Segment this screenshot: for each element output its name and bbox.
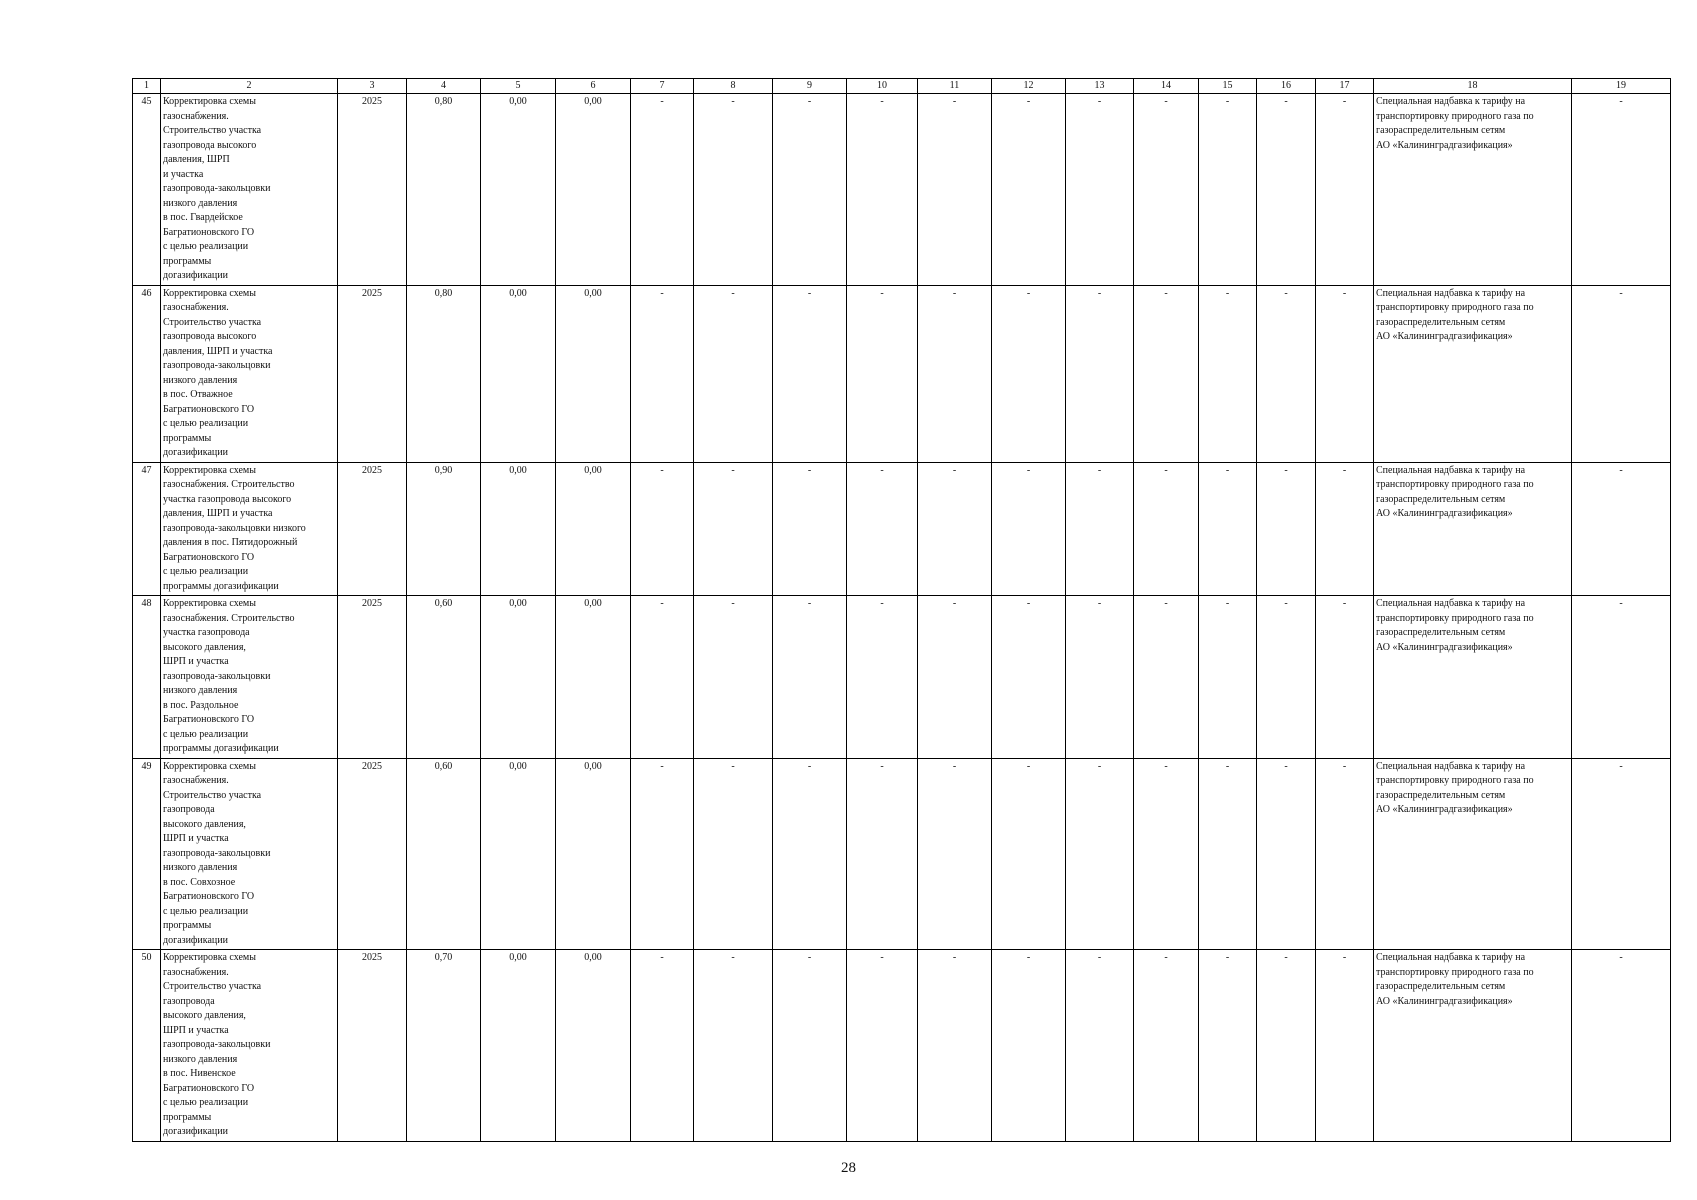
value-cell-15: - <box>1199 758 1257 950</box>
value-cell-9: - <box>773 758 847 950</box>
column-header-11: 11 <box>918 79 992 94</box>
value-cell-11: - <box>918 285 992 462</box>
description-line: газопровода-закольцовки низкого <box>163 522 306 534</box>
year-cell: 2025 <box>338 285 407 462</box>
investment-table <box>132 78 1671 1142</box>
description-line: Строительство участка <box>163 125 262 136</box>
year-cell: 2025 <box>338 758 407 950</box>
table-row <box>133 758 1671 950</box>
project-description <box>161 950 338 1142</box>
year-cell: 2025 <box>338 950 407 1142</box>
description-line: высокого давления, <box>163 818 246 830</box>
description-line: в пос. Нивенское <box>163 1068 236 1079</box>
funding-source-line: газораспределительным сетям <box>1376 981 1506 992</box>
value-cell-19: - <box>1572 94 1671 286</box>
value-cell-13: - <box>1066 758 1134 950</box>
description-line: низкого давления <box>163 374 238 386</box>
project-description <box>161 285 338 462</box>
value-cell-4: 0,80 <box>407 94 481 286</box>
value-cell-7: - <box>631 758 694 950</box>
value-cell-12: - <box>992 285 1066 462</box>
value-cell-15: - <box>1199 596 1257 759</box>
funding-source-line: газораспределительным сетям <box>1376 493 1506 505</box>
value-cell-8: - <box>694 285 773 462</box>
value-cell-6: 0,00 <box>556 950 631 1142</box>
value-cell-8: - <box>694 950 773 1142</box>
funding-source <box>1374 94 1572 286</box>
funding-source <box>1374 950 1572 1142</box>
value-cell-11: - <box>918 596 992 759</box>
value-cell-5: 0,00 <box>481 462 556 596</box>
value-cell-7: - <box>631 950 694 1142</box>
column-header-15: 15 <box>1199 79 1257 94</box>
table-row <box>133 950 1671 1142</box>
description-line: газопровода-закольцовки <box>163 670 271 682</box>
value-cell-12: - <box>992 94 1066 286</box>
page-number: 28 <box>841 1160 856 1176</box>
description-line: высокого давления, <box>163 641 246 653</box>
description-line: газоснабжения. <box>163 110 229 122</box>
description-line: низкого давления <box>163 685 238 696</box>
value-cell-16: - <box>1257 285 1316 462</box>
funding-source-line: газораспределительным сетям <box>1376 125 1506 136</box>
column-header-13: 13 <box>1066 79 1134 94</box>
column-header-4: 4 <box>407 79 481 94</box>
value-cell-12: - <box>992 462 1066 596</box>
description-line: низкого давления <box>163 862 238 873</box>
column-header-3: 3 <box>338 79 407 94</box>
funding-source <box>1374 285 1572 462</box>
funding-source-line: АО «Калининградгазификация» <box>1376 804 1513 815</box>
description-line: газоснабжения. <box>163 302 229 313</box>
description-line: программы <box>163 1111 212 1123</box>
funding-source-line: АО «Калининградгазификация» <box>1376 139 1513 151</box>
description-line: программы <box>163 920 212 931</box>
value-cell-19: - <box>1572 596 1671 759</box>
funding-source <box>1374 758 1572 950</box>
value-cell-5: 0,00 <box>481 596 556 759</box>
funding-source-line: АО «Калининградгазификация» <box>1376 508 1513 519</box>
description-line: с целью реализации <box>163 1097 249 1108</box>
funding-source-line: Специальная надбавка к тарифу на <box>1376 952 1526 963</box>
value-cell-6: 0,00 <box>556 462 631 596</box>
value-cell-7: - <box>631 596 694 759</box>
row-number: 49 <box>133 758 161 950</box>
value-cell-6: 0,00 <box>556 758 631 950</box>
description-line: участка газопровода <box>163 627 250 638</box>
description-line: в пос. Совхозное <box>163 876 236 888</box>
description-line: ШРП и участка <box>163 1024 229 1036</box>
value-cell-14: - <box>1134 596 1199 759</box>
description-line: Корректировка схемы <box>163 952 256 963</box>
description-line: в пос. Гвардейское <box>163 212 243 223</box>
funding-source-line: АО «Калининградгазификация» <box>1376 641 1513 653</box>
description-line: ШРП и участка <box>163 656 229 667</box>
description-line: Багратионовского ГО <box>163 551 255 563</box>
value-cell-16: - <box>1257 94 1316 286</box>
value-cell-7: - <box>631 285 694 462</box>
funding-source-line: Специальная надбавка к тарифу на <box>1376 464 1526 476</box>
description-line: с целью реализации <box>163 241 249 252</box>
value-cell-19: - <box>1572 285 1671 462</box>
description-line: с целью реализации <box>163 905 249 917</box>
value-cell-15: - <box>1199 462 1257 596</box>
description-line: газопровода-закольцовки <box>163 360 271 371</box>
value-cell-10: - <box>847 758 918 950</box>
description-line: низкого давления <box>163 197 238 209</box>
table-row <box>133 94 1671 286</box>
funding-source-line: Специальная надбавка к тарифу на <box>1376 287 1526 299</box>
value-cell-8: - <box>694 758 773 950</box>
value-cell-13: - <box>1066 285 1134 462</box>
description-line: в пос. Раздольное <box>163 699 239 711</box>
value-cell-9: - <box>773 950 847 1142</box>
value-cell-17: - <box>1316 758 1374 950</box>
description-line: газопровода высокого <box>163 331 257 342</box>
description-line: Корректировка схемы <box>163 96 256 107</box>
description-line: Багратионовского ГО <box>163 1082 255 1094</box>
value-cell-8: - <box>694 94 773 286</box>
description-line: с целью реализации <box>163 418 249 429</box>
value-cell-9: - <box>773 285 847 462</box>
description-line: догазификации <box>163 1126 228 1137</box>
value-cell-19: - <box>1572 462 1671 596</box>
value-cell-12: - <box>992 596 1066 759</box>
column-header-7: 7 <box>631 79 694 94</box>
description-line: газоснабжения. Строительство <box>163 612 295 624</box>
description-line: давления, ШРП <box>163 154 230 165</box>
description-line: Строительство участка <box>163 316 262 328</box>
value-cell-14: - <box>1134 94 1199 286</box>
funding-source-line: Специальная надбавка к тарифу на <box>1376 598 1526 609</box>
description-line: газопровода высокого <box>163 139 257 151</box>
value-cell-13: - <box>1066 950 1134 1142</box>
description-line: Багратионовского ГО <box>163 403 255 415</box>
funding-source-line: транспортировку природного газа по <box>1376 302 1534 313</box>
row-number: 50 <box>133 950 161 1142</box>
year-cell: 2025 <box>338 462 407 596</box>
value-cell-4: 0,60 <box>407 596 481 759</box>
description-line: Багратионовского ГО <box>163 226 255 238</box>
value-cell-10: - <box>847 950 918 1142</box>
value-cell-9: - <box>773 462 847 596</box>
funding-source-line: транспортировку природного газа по <box>1376 110 1534 122</box>
column-header-9: 9 <box>773 79 847 94</box>
table-row <box>133 285 1671 462</box>
funding-source-line: АО «Калининградгазификация» <box>1376 331 1513 342</box>
description-line: высокого давления, <box>163 1010 246 1021</box>
year-cell: 2025 <box>338 94 407 286</box>
project-description <box>161 758 338 950</box>
value-cell-13: - <box>1066 462 1134 596</box>
project-description <box>161 462 338 596</box>
funding-source-line: транспортировку природного газа по <box>1376 612 1534 624</box>
funding-source-line: Специальная надбавка к тарифу на <box>1376 760 1526 772</box>
value-cell-5: 0,00 <box>481 758 556 950</box>
value-cell-4: 0,70 <box>407 950 481 1142</box>
value-cell-16: - <box>1257 950 1316 1142</box>
description-line: Багратионовского ГО <box>163 891 255 902</box>
description-line: газопровода-закольцовки <box>163 183 271 194</box>
value-cell-15: - <box>1199 950 1257 1142</box>
table-body <box>133 94 1671 1142</box>
value-cell-15: - <box>1199 285 1257 462</box>
description-line: газоснабжения. <box>163 775 229 786</box>
description-line: ШРП и участка <box>163 833 229 844</box>
value-cell-7: - <box>631 94 694 286</box>
value-cell-4: 0,80 <box>407 285 481 462</box>
funding-source-line: газораспределительным сетям <box>1376 789 1506 801</box>
description-line: догазификации <box>163 447 228 458</box>
description-line: и участка <box>163 168 204 180</box>
column-header-18: 18 <box>1374 79 1572 94</box>
description-line: газоснабжения. Строительство <box>163 479 295 490</box>
value-cell-11: - <box>918 462 992 596</box>
description-line: программы догазификации <box>163 743 279 754</box>
value-cell-14: - <box>1134 285 1199 462</box>
year-cell: 2025 <box>338 596 407 759</box>
value-cell-14: - <box>1134 462 1199 596</box>
description-line: с целью реализации <box>163 728 249 740</box>
funding-source-line: АО «Калининградгазификация» <box>1376 995 1513 1007</box>
value-cell-4: 0,90 <box>407 462 481 596</box>
value-cell-10: - <box>847 285 918 462</box>
description-line: Строительство участка <box>163 981 262 992</box>
value-cell-16: - <box>1257 462 1316 596</box>
column-header-10: 10 <box>847 79 918 94</box>
description-line: давления, ШРП и участка <box>163 345 273 357</box>
value-cell-11: - <box>918 94 992 286</box>
funding-source-line: газораспределительным сетям <box>1376 316 1506 328</box>
description-line: с целью реализации <box>163 566 249 577</box>
value-cell-19: - <box>1572 950 1671 1142</box>
value-cell-5: 0,00 <box>481 950 556 1142</box>
description-line: участка газопровода высокого <box>163 493 292 505</box>
table-row <box>133 462 1671 596</box>
column-header-8: 8 <box>694 79 773 94</box>
value-cell-14: - <box>1134 758 1199 950</box>
description-line: газопровода <box>163 804 215 815</box>
description-line: газопровода-закольцовки <box>163 847 271 859</box>
description-line: газопровода-закольцовки <box>163 1039 271 1050</box>
column-header-16: 16 <box>1257 79 1316 94</box>
column-number-row <box>133 79 1671 94</box>
column-header-2: 2 <box>161 79 338 94</box>
description-line: давления в пос. Пятидорожный <box>163 537 298 548</box>
value-cell-17: - <box>1316 94 1374 286</box>
row-number: 46 <box>133 285 161 462</box>
column-header-5: 5 <box>481 79 556 94</box>
table-row <box>133 596 1671 759</box>
value-cell-16: - <box>1257 596 1316 759</box>
value-cell-17: - <box>1316 596 1374 759</box>
description-line: низкого давления <box>163 1053 238 1065</box>
description-line: газопровода <box>163 995 215 1007</box>
value-cell-17: - <box>1316 285 1374 462</box>
value-cell-10: - <box>847 462 918 596</box>
value-cell-5: 0,00 <box>481 285 556 462</box>
value-cell-13: - <box>1066 596 1134 759</box>
funding-source-line: транспортировку природного газа по <box>1376 775 1534 786</box>
description-line: программы <box>163 432 212 444</box>
value-cell-12: - <box>992 758 1066 950</box>
value-cell-5: 0,00 <box>481 94 556 286</box>
funding-source <box>1374 596 1572 759</box>
description-line: Корректировка схемы <box>163 287 256 299</box>
column-header-1: 1 <box>133 79 161 94</box>
funding-source <box>1374 462 1572 596</box>
funding-source-line: Специальная надбавка к тарифу на <box>1376 96 1526 107</box>
description-line: Багратионовского ГО <box>163 714 255 725</box>
description-line: программы догазификации <box>163 580 279 592</box>
value-cell-13: - <box>1066 94 1134 286</box>
value-cell-9: - <box>773 94 847 286</box>
column-header-17: 17 <box>1316 79 1374 94</box>
value-cell-19: - <box>1572 758 1671 950</box>
project-description <box>161 94 338 286</box>
value-cell-9: - <box>773 596 847 759</box>
value-cell-7: - <box>631 462 694 596</box>
value-cell-12: - <box>992 950 1066 1142</box>
value-cell-10: - <box>847 596 918 759</box>
description-line: Корректировка схемы <box>163 464 256 476</box>
row-number: 48 <box>133 596 161 759</box>
value-cell-6: 0,00 <box>556 94 631 286</box>
column-header-12: 12 <box>992 79 1066 94</box>
value-cell-15: - <box>1199 94 1257 286</box>
value-cell-16: - <box>1257 758 1316 950</box>
description-line: давления, ШРП и участка <box>163 508 273 519</box>
funding-source-line: транспортировку природного газа по <box>1376 966 1534 978</box>
value-cell-6: 0,00 <box>556 285 631 462</box>
description-line: Строительство участка <box>163 789 262 801</box>
description-line: Корректировка схемы <box>163 760 256 772</box>
description-line: газоснабжения. <box>163 966 229 978</box>
column-header-6: 6 <box>556 79 631 94</box>
description-line: программы <box>163 255 212 267</box>
funding-source-line: транспортировку природного газа по <box>1376 479 1534 490</box>
row-number: 47 <box>133 462 161 596</box>
column-header-14: 14 <box>1134 79 1199 94</box>
value-cell-14: - <box>1134 950 1199 1142</box>
description-line: в пос. Отважное <box>163 389 233 400</box>
value-cell-11: - <box>918 758 992 950</box>
column-header-19: 19 <box>1572 79 1671 94</box>
value-cell-11: - <box>918 950 992 1142</box>
value-cell-17: - <box>1316 950 1374 1142</box>
row-number: 45 <box>133 94 161 286</box>
value-cell-8: - <box>694 462 773 596</box>
value-cell-10: - <box>847 94 918 286</box>
funding-source-line: газораспределительным сетям <box>1376 627 1506 638</box>
value-cell-4: 0,60 <box>407 758 481 950</box>
value-cell-17: - <box>1316 462 1374 596</box>
value-cell-8: - <box>694 596 773 759</box>
value-cell-6: 0,00 <box>556 596 631 759</box>
description-line: догазификации <box>163 270 228 281</box>
project-description <box>161 596 338 759</box>
description-line: Корректировка схемы <box>163 598 256 609</box>
description-line: догазификации <box>163 934 228 946</box>
